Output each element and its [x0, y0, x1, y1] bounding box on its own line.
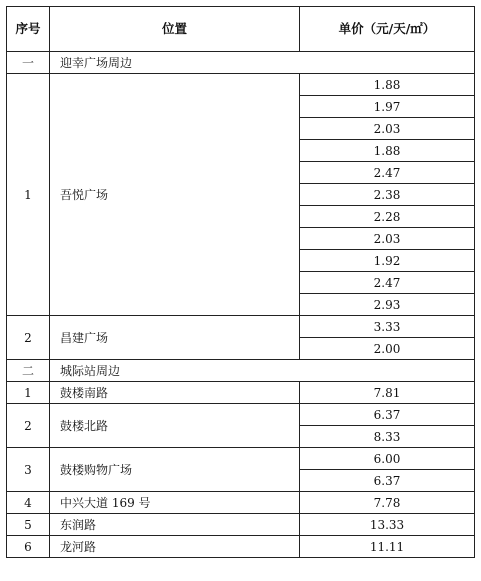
item-location: 吾悦广场: [50, 74, 300, 316]
item-location: 东润路: [50, 514, 300, 536]
section-row: [7, 52, 475, 74]
header-seq: 序号: [7, 7, 50, 52]
price-cell: 3.33: [300, 316, 475, 338]
item-seq: 1: [7, 382, 50, 404]
item-seq: 6: [7, 536, 50, 558]
table-row: [7, 492, 475, 514]
price-cell: 7.81: [300, 382, 475, 404]
item-seq: 2: [7, 316, 50, 360]
price-cell: 2.03: [300, 228, 475, 250]
section-title: 城际站周边: [50, 360, 475, 382]
price-cell: 13.33: [300, 514, 475, 536]
item-seq: 1: [7, 74, 50, 316]
price-cell: 2.00: [300, 338, 475, 360]
table-row: [7, 316, 475, 338]
price-cell: 2.47: [300, 272, 475, 294]
table-row: [7, 536, 475, 558]
price-cell: 2.93: [300, 294, 475, 316]
price-cell: 7.78: [300, 492, 475, 514]
item-location: 鼓楼南路: [50, 382, 300, 404]
price-table: [6, 6, 475, 558]
section-title: 迎幸广场周边: [50, 52, 475, 74]
price-cell: 2.38: [300, 184, 475, 206]
section-seq: 二: [7, 360, 50, 382]
price-cell: 8.33: [300, 426, 475, 448]
header-row: [7, 7, 475, 52]
item-location: 龙河路: [50, 536, 300, 558]
item-seq: 3: [7, 448, 50, 492]
table-row: [7, 448, 475, 470]
price-cell: 2.47: [300, 162, 475, 184]
table-row: [7, 382, 475, 404]
section-seq: 一: [7, 52, 50, 74]
price-cell: 6.37: [300, 404, 475, 426]
price-cell: 1.92: [300, 250, 475, 272]
item-seq: 2: [7, 404, 50, 448]
item-location: 鼓楼北路: [50, 404, 300, 448]
price-cell: 11.11: [300, 536, 475, 558]
header-price: 单价（元/天/㎡）: [300, 7, 475, 52]
table-body: [7, 52, 475, 558]
item-location: 鼓楼购物广场: [50, 448, 300, 492]
item-seq: 5: [7, 514, 50, 536]
price-cell: 6.00: [300, 448, 475, 470]
price-cell: 6.37: [300, 470, 475, 492]
price-cell: 1.97: [300, 96, 475, 118]
item-location: 中兴大道 169 号: [50, 492, 300, 514]
item-location: 昌建广场: [50, 316, 300, 360]
price-cell: 1.88: [300, 74, 475, 96]
header-location: 位置: [50, 7, 300, 52]
table-row: [7, 514, 475, 536]
price-cell: 1.88: [300, 140, 475, 162]
table-row: [7, 74, 475, 96]
table-row: [7, 404, 475, 426]
section-row: [7, 360, 475, 382]
item-seq: 4: [7, 492, 50, 514]
price-cell: 2.03: [300, 118, 475, 140]
price-cell: 2.28: [300, 206, 475, 228]
